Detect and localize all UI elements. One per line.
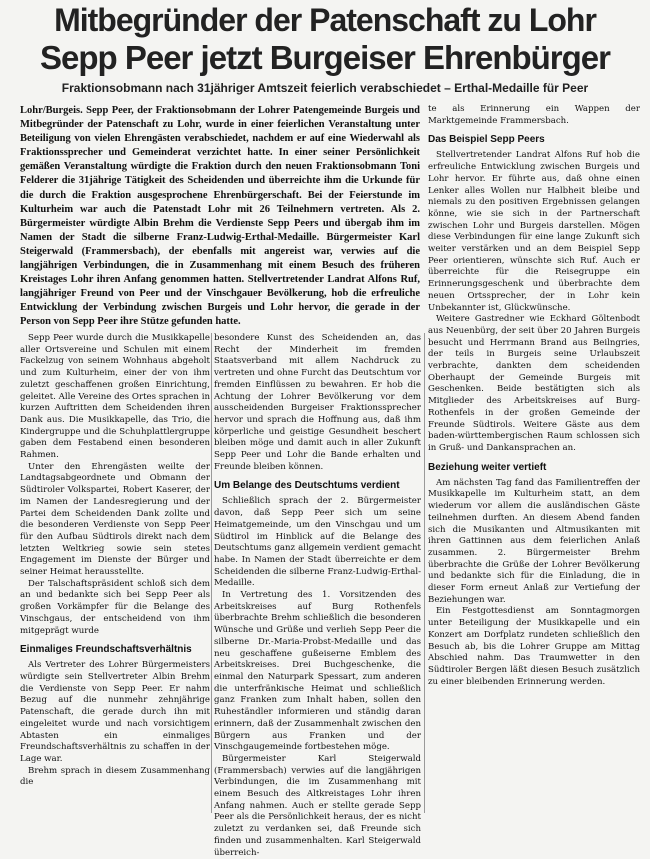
paragraph: Der Talschaftspräsident schloß sich dem an und bedankte sich bei Sepp Peer als großen Vorkämpfer für die Belange des Vinschgaus, der entscheidend von ihm mitgeprägt wurde	[20, 578, 210, 636]
article-column-3	[428, 104, 640, 814]
lead-paragraph	[20, 104, 420, 330]
paragraph: Weitere Gastredner wie Eckhard Göltenbodt aus Neuenbürg, der seit über 20 Jahren Burgeis besucht und Herrmann Brand aus Beilngries, der teils in Burgeis seine Urlaubszeit verbrachte, dankten dem scheidenden Oberhaupt der Gemeinde Burgeis mit Geschenken. Beide bestätigten sich als Mitglieder des Arbeitskreises auf Burg-Rothenfels in der großen Gemeinde der Freunde Südtirols. Weitere Gäste aus dem baden-württembergischen Raum schlossen sich in Gruß- und Dankansprachen an.	[428, 314, 640, 453]
paragraph: besondere Kunst des Scheidenden an, das Recht der Minderheit im fremden Staatsverband mit allem Nachdruck zu vertreten und ohne Furcht das Deutschtum vor fremden Einflüssen zu bewahren. Er hob die Achtung der Lohrer Bevölkerung vor dem ausscheidenden Burgeiser Fraktionssprecher hervor und sprach die Hoffnung aus, daß ihm körperliche und geistige Gesundheit beschert bleiben möge und damit auch in aller Zukunft Sepp Peer und Lohr die Bande erhalten und Freunde bleiben können.	[214, 333, 421, 472]
paragraph: te als Erinnerung ein Wappen der Marktgemeinde Frammersbach.	[428, 104, 640, 126]
paragraph: Als Vertreter des Lohrer Bürgermeisters würdigte sein Stellvertreter Albin Brehm die Verdienste von Sepp Peer. Er nahm Bezug auf die nunmehr zehnjährige Patenschaft, die gerade durch ihn mit eingeleitet wurde und nach vorsichtigem Abtasten ein einmaliges Freundschaftsverhältnis zu schaffen in der Lage war.	[20, 660, 210, 764]
section-heading: Um Belange des Deutschtums verdient	[214, 480, 400, 492]
headline-line-1: Mitbegründer der Patenschaft zu Lohr	[54, 2, 596, 38]
paragraph: Stellvertretender Landrat Alfons Ruf hob die erfreuliche Entwicklung zwischen Burgeis und Lohr hervor. Er führte aus, daß ohne einen Lenker alles Wollen nur Halbheit bleibe und niemals zu den positiven Ergebnissen gelangen könne, wie sie sich in der Partnerschaft zwischen Lohr und Burgeis darstellen. Mögen diese Verbindungen für eine lange Zukunft sich weiter verstärken und an dem Beispiel Sepp Peer orientieren, wünschte sich Ruf. Auch er überreichte für die Reisegruppe ein Erinnerungsgeschenk und überbrachte dem neuen Ortssprecher, der in Lohr kein Unbekannter ist, Glückwünsche.	[428, 150, 640, 313]
article-column-1	[20, 333, 210, 788]
headline-line-2: Sepp Peer jetzt Burgeiser Ehrenbürger	[39, 39, 610, 76]
lead-text: Lohr/Burgeis. Sepp Peer, der Fraktionsobmann der Lohrer Patengemeinde Burgeis und Mitbegründer der Patenschaft zu Lohr, wurde in einer feierlichen Veranstaltung unter Beteiligung von vielen Ehrengästen verabschiedet, nachdem er auf eine Wiederwahl als Fraktionssprecher und Gemeinderat verzichtet hatte. In einer seiner Persönlichkeit gemäßen Veranstaltung würdigte die Fraktion durch den neuen Fraktionsobmann Toni Felderer die 31jährige Tätigkeit des Scheidenden und überreichte ihm die Urkunde für die durch die Fraktion ausgesprochene Ehrenbürgerschaft. Bei der Feierstunde im Kulturheim war auch die Patenstadt Lohr mit 26 Teilnehmern vertreten. Als 2. Bürgermeister würdigte Albin Brehm die Verdienste Sepp Peers und übergab ihm im Namen der Stadt die silberne Franz-Ludwig-Erthal-Medaille. Bürgermeister Karl Steigerwald (Frammersbach), der ebenfalls mit angereist war, verwies auf die langjährigen Verbindungen, die in Zusammenhang mit einem Besuch des früheren Kreistages Lohr ihren Anfang genommen hatten. Stellvertretender Landrat Alfons Ruf, langjähriger Freund von Peer und der Vinschgauer Bevölkerung, hob die erfreuliche Entwicklung der Verbindung zwischen Burgeis und Lohr hervor, die gerade in der Person von Sepp Peer ihre Stütze gefunden hatte.	[20, 105, 420, 328]
paragraph: Am nächsten Tag fand das Familientreffen der Musikkapelle im Kulturheim statt, an dem wiederum vor allem die ausländischen Gäste teilnehmen durften. An diesem Abend fanden sich die Musikanten und Altmusikanten mit ihren Gattinnen aus dem feierlichen Anlaß zusammen. 2. Bürgermeister Brehm überbrachte die Grüße der Lohrer Bevölkerung und bedankte sich für die Einladung, die in dieser Form erneut Anlaß zur Vertiefung der Beziehungen war.	[428, 477, 640, 605]
paragraph: Unter den Ehrengästen weilte der Landtagsabgeordnete und Obmann der Südtiroler Volkspartei, Robert Kaserer, der im Namen der Landesregierung und der Partei dem Scheidenden Dank zollte und die besonderen Verdienste von Sepp Peer für den Aufbau Südtirols direkt nach dem letzten Weltkrieg sowie sein stetes Engagement im Dienste der Bürger und seiner Heimat herausstellte.	[20, 461, 210, 578]
section-heading: Beziehung weiter vertieft	[428, 461, 547, 473]
subheadline: Fraktionsobmann nach 31jähriger Amtszeit feierlich verabschiedet – Erthal-Medaille für Peer	[61, 81, 589, 95]
column-divider	[211, 333, 212, 813]
paragraph: Ein Festgottesdienst am Sonntagmorgen unter Beteiligung der Musikkapelle und ein Konzert am Dorfplatz rundeten schließlich den Besuch ab, bis die Lohrer Gruppe am Mittag Abschied nahm. Das Traumwetter in den Südtiroler Bergen läßt diesen Besuch zusätzlich zu einer bleibenden Erinnerung werden.	[428, 606, 640, 687]
paragraph: Brehm sprach in diesem Zusammenhang die	[20, 765, 210, 788]
paragraph: Sepp Peer wurde durch die Musikkapelle aller Ortsvereine und Schulen mit einem Fackelzug von seinem Wohnhaus abgeholt und zum Kulturheim, einer der von ihm zuletzt geschaffenen großen Einrichtung, geleitet. Alle Vereine des Ortes sprachen in kurzen Auftritten dem Scheidenden ihren Dank aus. Die Musikkapelle, das Trio, die Kindergruppe und die Schuhplattlergruppe gaben dem Festabend einen besonderen Rahmen.	[20, 333, 210, 461]
paragraph: Schließlich sprach der 2. Bürgermeister davon, daß Sepp Peer sich um seine Heimatgemeinde, um den Vinschgau und um Südtirol im Hinblick auf die Belange des Deutschtums ganz allgemein verdient gemacht habe. In Namen der Stadt überreichte er dem Scheidenden die silberne Franz-Ludwig-Erthal-Medaille.	[214, 496, 421, 589]
article-column-2	[214, 333, 421, 858]
paragraph: Bürgermeister Karl Steigerwald (Frammersbach) verwies auf die langjährigen Verbindungen, die im Zusammenhang mit einem Besuch des Altkreistages Lohr ihren Anfang nahmen. Auch er stellte gerade Sepp Peer als die Persönlichkeit heraus, der es nicht zuletzt zu verdanken sei, daß Freunde sich finden und zusammenhalten. Karl Steigerwald überreich-	[214, 753, 421, 858]
section-heading: Das Beispiel Sepp Peers	[428, 134, 545, 146]
column-divider	[424, 333, 425, 813]
paragraph: In Vertretung des 1. Vorsitzenden des Arbeitskreises auf Burg Rothenfels überbrachte Brehm schließlich die besonderen Wünsche und Grüße und verlieh Sepp Peer die silberne Dr.-Maria-Probst-Medaille und das neu geschaffene gußeiserne Emblem des Arbeitskreises. Drei Buchgeschenke, die einmal den Naturpark Spessart, zum anderen die unterfränkische Heimat und schließlich ganz Franken zum Inhalt haben, sollen den Ruheständler informieren und ständig daran erinnern, daß der Zusammenhalt zwischen den Bürgern aus Franken und der Vinschgaugemeinde fortbestehen möge.	[214, 590, 421, 753]
section-heading: Einmaliges Freundschaftsverhältnis	[20, 644, 192, 656]
